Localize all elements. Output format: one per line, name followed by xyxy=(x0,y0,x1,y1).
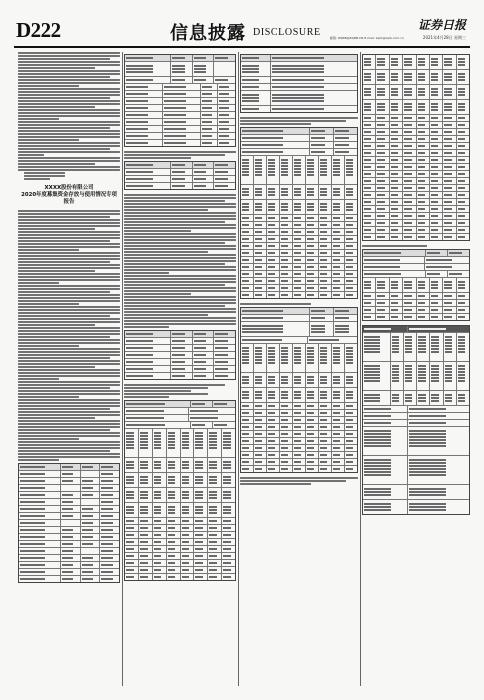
data-table xyxy=(240,307,358,473)
data-table xyxy=(362,325,470,515)
report-title-cont: 报告 xyxy=(63,199,75,205)
data-table xyxy=(124,330,236,380)
article-title xyxy=(18,185,120,206)
data-table xyxy=(124,54,236,147)
company-name: XXXX股份有限公司 xyxy=(44,185,94,191)
report-title: 2020年度募集资金存放与使用情况专项 xyxy=(21,192,117,198)
masthead xyxy=(14,0,470,48)
column-4 xyxy=(362,52,470,686)
issue-date: 2021年4月28日 星期三 xyxy=(422,35,466,40)
text-block xyxy=(18,52,120,180)
column-divider xyxy=(360,52,361,686)
column-divider xyxy=(122,52,123,686)
column-2 xyxy=(124,52,236,686)
column-divider xyxy=(238,52,239,686)
column-3 xyxy=(240,52,358,686)
data-table xyxy=(124,400,236,581)
data-table xyxy=(362,54,470,241)
data-table xyxy=(18,463,120,583)
section-title-en: DISCLOSURE xyxy=(253,27,321,38)
data-table xyxy=(124,161,236,190)
text-block xyxy=(18,210,120,461)
contact-line: 邮箱: ZQRB@ZQRB.CN E-mail: zqrb@zqrb.com.cn xyxy=(330,36,404,40)
data-table xyxy=(240,54,358,113)
data-table xyxy=(240,127,358,299)
page-number: D222 xyxy=(16,18,61,42)
newspaper-logo: 证券日报 xyxy=(417,18,466,32)
section-title-cn: 信息披露 xyxy=(170,23,246,44)
column-1 xyxy=(18,52,120,686)
data-table xyxy=(362,249,470,321)
